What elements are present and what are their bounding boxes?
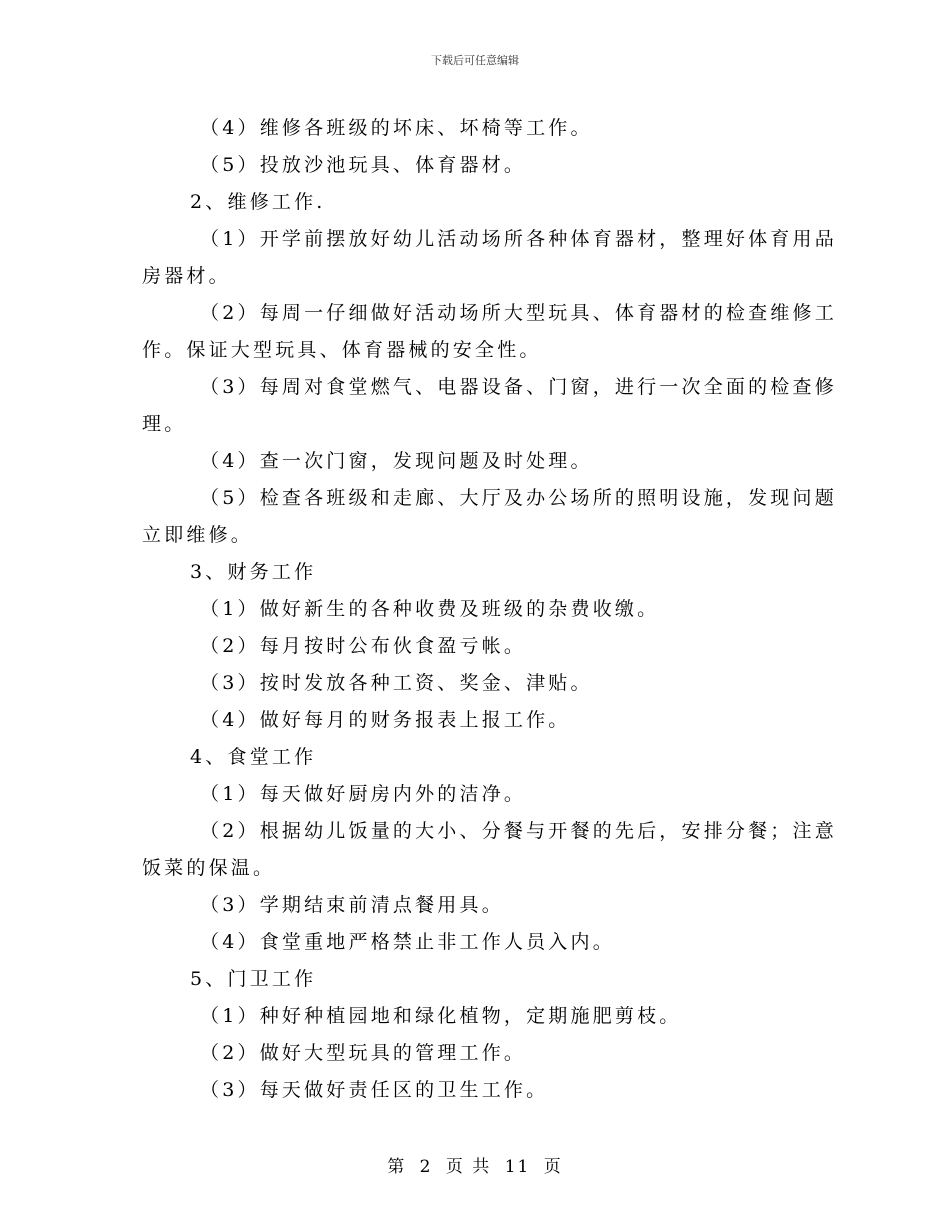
text-line: （5）检查各班级和走廊、大厅及办公场所的照明设施，发现问题 bbox=[200, 487, 837, 509]
text-line: （2）每周一仔细做好活动场所大型玩具、体育器材的检查维修工 bbox=[200, 302, 837, 324]
text-line: 2、维修工作. bbox=[190, 191, 326, 213]
footer-suffix: 页 bbox=[543, 1157, 563, 1177]
text-line: （1）种好种植园地和绿化植物，定期施肥剪枝。 bbox=[200, 1005, 682, 1027]
text-line: （5）投放沙池玩具、体育器材。 bbox=[200, 154, 527, 176]
text-line: 3、财务工作 bbox=[190, 561, 317, 583]
text-line: （3）每天做好责任区的卫生工作。 bbox=[200, 1079, 549, 1101]
text-line: 5、门卫工作 bbox=[190, 968, 317, 990]
footer-total-pages: 11 bbox=[504, 1157, 531, 1177]
document-body bbox=[142, 110, 837, 1109]
text-line: （1）每天做好厨房内外的洁净。 bbox=[200, 783, 527, 805]
text-line: 立即维修。 bbox=[142, 524, 254, 546]
text-line: （2）每月按时公布伙食盈亏帐。 bbox=[200, 635, 527, 657]
footer-middle: 页 共 bbox=[445, 1157, 492, 1177]
text-line: 房器材。 bbox=[142, 265, 231, 287]
text-line: （3）学期结束前清点餐用具。 bbox=[200, 894, 504, 916]
text-line: 理。 bbox=[142, 413, 187, 435]
text-line: （4）做好每月的财务报表上报工作。 bbox=[200, 709, 571, 731]
text-line: （2）根据幼儿饭量的大小、分餐与开餐的先后，安排分餐；注意 bbox=[200, 820, 837, 842]
text-line: （2）做好大型玩具的管理工作。 bbox=[200, 1042, 527, 1064]
text-line: （3）按时发放各种工资、奖金、津贴。 bbox=[200, 672, 593, 694]
text-line: （4）查一次门窗，发现问题及时处理。 bbox=[200, 450, 593, 472]
text-line: 饭菜的保温。 bbox=[142, 857, 276, 879]
footer-prefix: 第 bbox=[387, 1157, 407, 1177]
page-header: 下载后可任意编辑 bbox=[431, 54, 519, 67]
footer-page-number: 2 bbox=[419, 1157, 433, 1177]
text-line: 4、食堂工作 bbox=[190, 746, 317, 768]
page-footer bbox=[0, 1152, 950, 1177]
text-line: （1）开学前摆放好幼儿活动场所各种体育器材，整理好体育用品 bbox=[200, 228, 837, 250]
text-line: （4）食堂重地严格禁止非工作人员入内。 bbox=[200, 931, 615, 953]
text-line: （4）维修各班级的坏床、坏椅等工作。 bbox=[200, 117, 593, 139]
text-line: 作。保证大型玩具、体育器械的安全性。 bbox=[142, 339, 542, 361]
text-line: （1）做好新生的各种收费及班级的杂费收缴。 bbox=[200, 598, 660, 620]
text-line: （3）每周对食堂燃气、电器设备、门窗，进行一次全面的检查修 bbox=[200, 376, 837, 398]
